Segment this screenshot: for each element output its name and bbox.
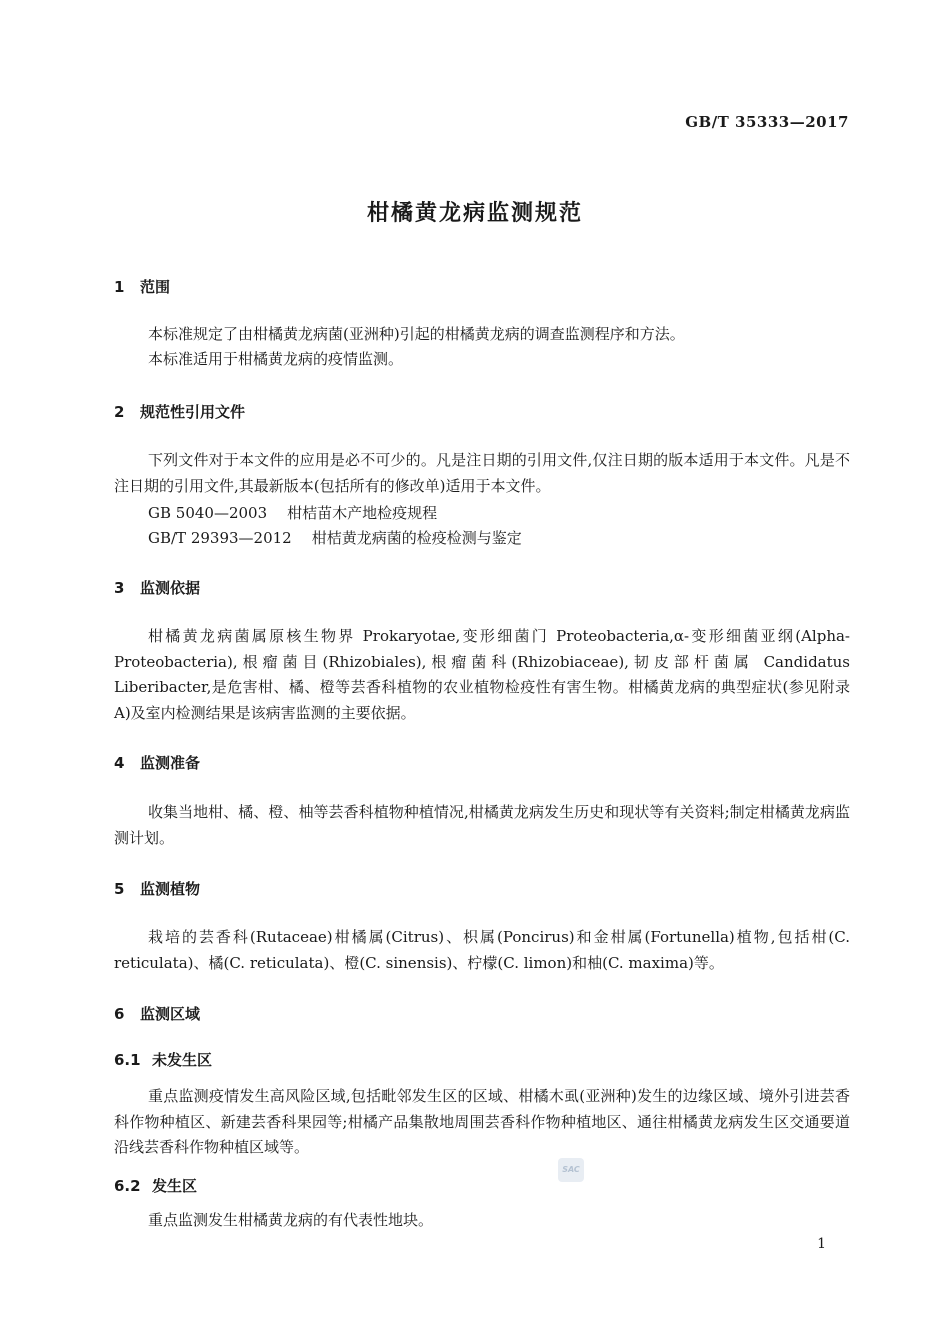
- subsection-heading-6-1: [114, 1049, 212, 1070]
- section-heading-1: [114, 276, 170, 297]
- section-title: 监测区域: [140, 1005, 201, 1023]
- section-title: 未发生区: [152, 1051, 213, 1069]
- document-title: 柑橘黄龙病监测规范: [366, 201, 583, 226]
- section-title: 发生区: [152, 1177, 198, 1195]
- reference-title: 柑桔黄龙病菌的检疫检测与鉴定: [311, 529, 522, 547]
- paragraph: 本标准适用于柑橘黄龙病的疫情监测。: [148, 350, 404, 368]
- reference-title: 柑桔苗木产地检疫规程: [287, 504, 438, 522]
- section-title: 规范性引用文件: [140, 403, 246, 421]
- section-heading-6: [114, 1003, 200, 1024]
- paragraph: 收集当地柑、橘、橙、柚等芸香科植物种植情况,柑橘黄龙病发生历史和现状等有关资料;制定柑橘黄龙病监测计划。: [114, 803, 850, 847]
- section-heading-2: [114, 401, 245, 422]
- paragraph: 本标准规定了由柑橘黄龙病菌(亚洲种)引起的柑橘黄龙病的调查监测程序和方法。: [148, 325, 685, 343]
- paragraph: 重点监测发生柑橘黄龙病的有代表性地块。: [148, 1211, 434, 1229]
- section-title: 监测植物: [140, 880, 201, 898]
- section-number: 6: [114, 1005, 125, 1023]
- section-number: 5: [114, 880, 125, 898]
- reference-code: GB 5040—2003: [148, 504, 268, 522]
- section-number: 6.2: [114, 1177, 141, 1195]
- section-title: 监测依据: [140, 579, 201, 597]
- reference-item: [148, 527, 522, 548]
- section-title: 范围: [140, 278, 171, 296]
- reference-item: [148, 502, 437, 523]
- sac-watermark-logo: SAC: [558, 1158, 584, 1182]
- section-number: 1: [114, 278, 125, 296]
- section-number: 3: [114, 579, 125, 597]
- reference-code: GB/T 29393—2012: [148, 529, 292, 547]
- section-number: 2: [114, 403, 125, 421]
- standard-code: GB/T 35333—2017: [685, 113, 849, 131]
- section-number: 6.1: [114, 1051, 141, 1069]
- paragraph: 下列文件对于本文件的应用是必不可少的。凡是注日期的引用文件,仅注日期的版本适用于本文件。凡是不注日期的引用文件,其最新版本(包括所有的修改单)适用于本文件。: [114, 451, 850, 495]
- paragraph: 栽培的芸香科(Rutaceae)柑橘属(Citrus)、枳属(Poncirus)和金柑属(Fortunella)植物,包括柑(C. reticulata)、橘(C. reticulata)、橙(C. sinensis)、柠檬(C. limon)和柚(C. maxima)等。: [114, 928, 850, 972]
- section-heading-4: [114, 752, 200, 773]
- page-number: 1: [817, 1236, 826, 1252]
- paragraph: 柑橘黄龙病菌属原核生物界 Prokaryotae,变形细菌门 Proteobacteria,α-变形细菌亚纲(Alpha-Proteobacteria),根瘤菌目(Rhizobiales),根瘤菌科(Rhizobiaceae),韧皮部杆菌属 Candidatus Liberibacter,是危害柑、橘、橙等芸香科植物的农业植物检疫性有害生物。柑橘黄龙病的典型症状(参见附录 A)及室内检测结果是该病害监测的主要依据。: [114, 627, 850, 722]
- section-title: 监测准备: [140, 754, 201, 772]
- subsection-heading-6-2: [114, 1175, 197, 1196]
- section-heading-5: [114, 878, 200, 899]
- paragraph: 重点监测疫情发生高风险区域,包括毗邻发生区的区域、柑橘木虱(亚洲种)发生的边缘区域、境外引进芸香科作物种植区、新建芸香科果园等;柑橘产品集散地周围芸香科作物种植地区、通往柑橘黄龙病发生区交通要道沿线芸香科作物种植区域等。: [114, 1087, 850, 1156]
- section-number: 4: [114, 754, 125, 772]
- section-heading-3: [114, 577, 200, 598]
